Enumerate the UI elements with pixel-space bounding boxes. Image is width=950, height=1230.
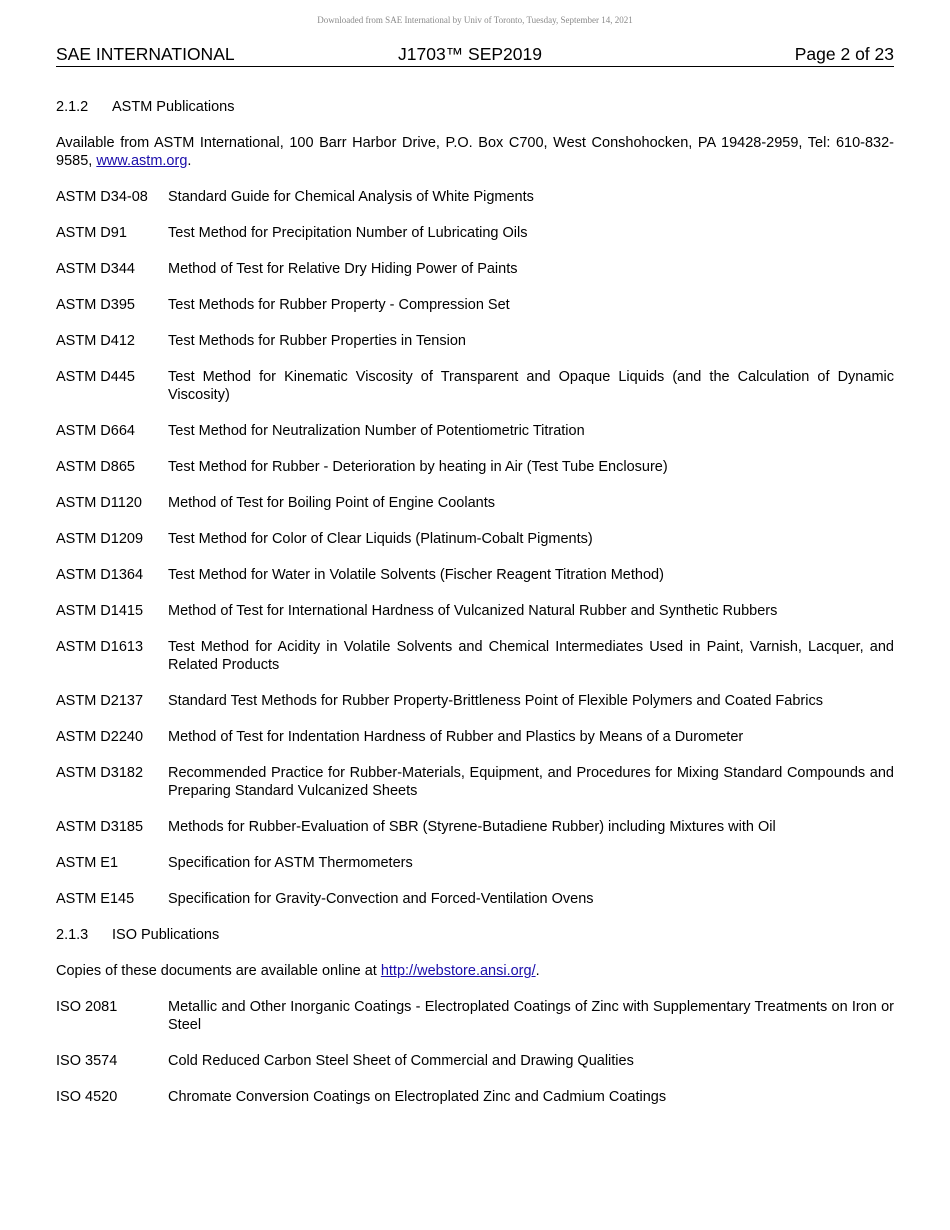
reference-entry [56,728,894,746]
astm-intro-text: Available from ASTM International, 100 Barr Harbor Drive, P.O. Box C700, West Conshohocken, PA 19428-2959, Tel: 610-832-9585, [56,135,894,169]
reference-code: ASTM D1120 [56,495,142,511]
reference-title: Cold Reduced Carbon Steel Sheet of Commercial and Drawing Qualities [168,1053,634,1069]
reference-code: ASTM D3185 [56,819,144,835]
reference-title: Method of Test for International Hardness of Vulcanized Natural Rubber and Synthetic Rubbers [168,603,778,619]
reference-entry [56,890,894,908]
reference-title: Method of Test for Boiling Point of Engine Coolants [168,495,495,511]
reference-code: ISO 4520 [56,1089,118,1105]
document-body [56,98,894,1106]
reference-title: Specification for Gravity-Convection and Forced-Ventilation Ovens [168,891,594,907]
reference-title: Test Method for Precipitation Number of Lubricating Oils [168,225,528,241]
reference-title: Methods for Rubber-Evaluation of SBR (Styrene-Butadiene Rubber) including Mixtures with Oil [168,819,776,835]
astm-intro-end: . [187,153,192,169]
reference-entry [56,332,894,350]
reference-code: ASTM D91 [56,225,127,241]
reference-entry [56,1088,894,1106]
reference-entry [56,368,894,404]
reference-title: Test Method for Kinematic Viscosity of Transparent and Opaque Liquids (and the Calculation of Dynamic Viscosity) [168,369,894,403]
reference-code: ASTM E145 [56,891,135,907]
reference-title: Standard Guide for Chemical Analysis of White Pigments [168,189,534,205]
section-number: 2.1.3 [56,927,89,943]
reference-code: ASTM D3182 [56,765,144,781]
section-heading-iso [56,926,894,944]
iso-webstore-link[interactable]: http://webstore.ansi.org/ [380,963,536,979]
reference-title: Test Method for Neutralization Number of Potentiometric Titration [168,423,585,439]
reference-code: ISO 2081 [56,999,118,1015]
reference-title: Test Methods for Rubber Property - Compression Set [168,297,510,313]
reference-title: Standard Test Methods for Rubber Property-Brittleness Point of Flexible Polymers and Coated Fabrics [168,693,823,709]
section-heading-astm [56,98,894,116]
reference-entry [56,458,894,476]
reference-entry [56,764,894,800]
reference-title: Chromate Conversion Coatings on Electroplated Zinc and Cadmium Coatings [168,1089,667,1105]
reference-code: ASTM D1364 [56,567,144,583]
header-organization: SAE INTERNATIONAL [56,44,235,64]
reference-entry [56,260,894,278]
reference-title: Test Method for Color of Clear Liquids (Platinum-Cobalt Pigments) [168,531,593,547]
reference-code: ASTM D395 [56,297,135,313]
iso-intro-text: Copies of these documents are available online at [56,963,381,979]
reference-entry [56,566,894,584]
reference-entry [56,188,894,206]
reference-title: Recommended Practice for Rubber-Materials, Equipment, and Procedures for Mixing Standard Compounds and Preparing Standard Vulcanized Sheets [168,765,894,799]
iso-intro-end: . [535,963,540,979]
reference-code: ASTM D1415 [56,603,144,619]
section-title: ASTM Publications [112,99,235,115]
astm-availability-paragraph [56,134,894,170]
reference-entry [56,692,894,710]
reference-entry [56,422,894,440]
reference-code: ASTM D2137 [56,693,144,709]
reference-code: ASTM D412 [56,333,135,349]
reference-title: Specification for ASTM Thermometers [168,855,413,871]
reference-code: ASTM D34-08 [56,189,148,205]
reference-entry [56,494,894,512]
iso-availability-paragraph [56,962,894,980]
reference-title: Test Method for Rubber - Deterioration by heating in Air (Test Tube Enclosure) [168,459,668,475]
reference-title: Method of Test for Indentation Hardness of Rubber and Plastics by Means of a Durometer [168,729,744,745]
reference-title: Test Method for Acidity in Volatile Solvents and Chemical Intermediates Used in Paint, Varnish, Lacquer, and Related Products [168,639,894,673]
reference-entry [56,998,894,1034]
reference-code: ISO 3574 [56,1053,118,1069]
reference-entry [56,224,894,242]
astm-website-link[interactable]: www.astm.org [96,153,188,169]
reference-entry [56,818,894,836]
header-document-id: J1703™ SEP2019 [398,44,542,64]
reference-code: ASTM E1 [56,855,119,871]
reference-entry [56,638,894,674]
reference-code: ASTM D1209 [56,531,144,547]
iso-reference-list [56,998,894,1106]
reference-title: Method of Test for Relative Dry Hiding Power of Paints [168,261,518,277]
reference-entry [56,1052,894,1070]
header-page-number: Page 2 of 23 [794,44,894,64]
reference-title: Test Method for Water in Volatile Solvents (Fischer Reagent Titration Method) [168,567,664,583]
reference-entry [56,296,894,314]
reference-code: ASTM D445 [56,369,135,385]
reference-code: ASTM D664 [56,423,135,439]
reference-code: ASTM D1613 [56,639,144,655]
reference-code: ASTM D865 [56,459,135,475]
page-header [56,44,894,67]
reference-title: Test Methods for Rubber Properties in Tension [168,333,466,349]
reference-entry [56,854,894,872]
reference-code: ASTM D344 [56,261,135,277]
reference-entry [56,530,894,548]
reference-title: Metallic and Other Inorganic Coatings - Electroplated Coatings of Zinc with Supplementary Treatments on Iron or Steel [168,999,894,1033]
astm-reference-list [56,188,894,908]
section-title: ISO Publications [112,927,220,943]
download-watermark: Downloaded from SAE International by Univ of Toronto, Tuesday, September 14, 2021 [317,15,633,25]
reference-code: ASTM D2240 [56,729,144,745]
reference-entry [56,602,894,620]
section-number: 2.1.2 [56,99,89,115]
